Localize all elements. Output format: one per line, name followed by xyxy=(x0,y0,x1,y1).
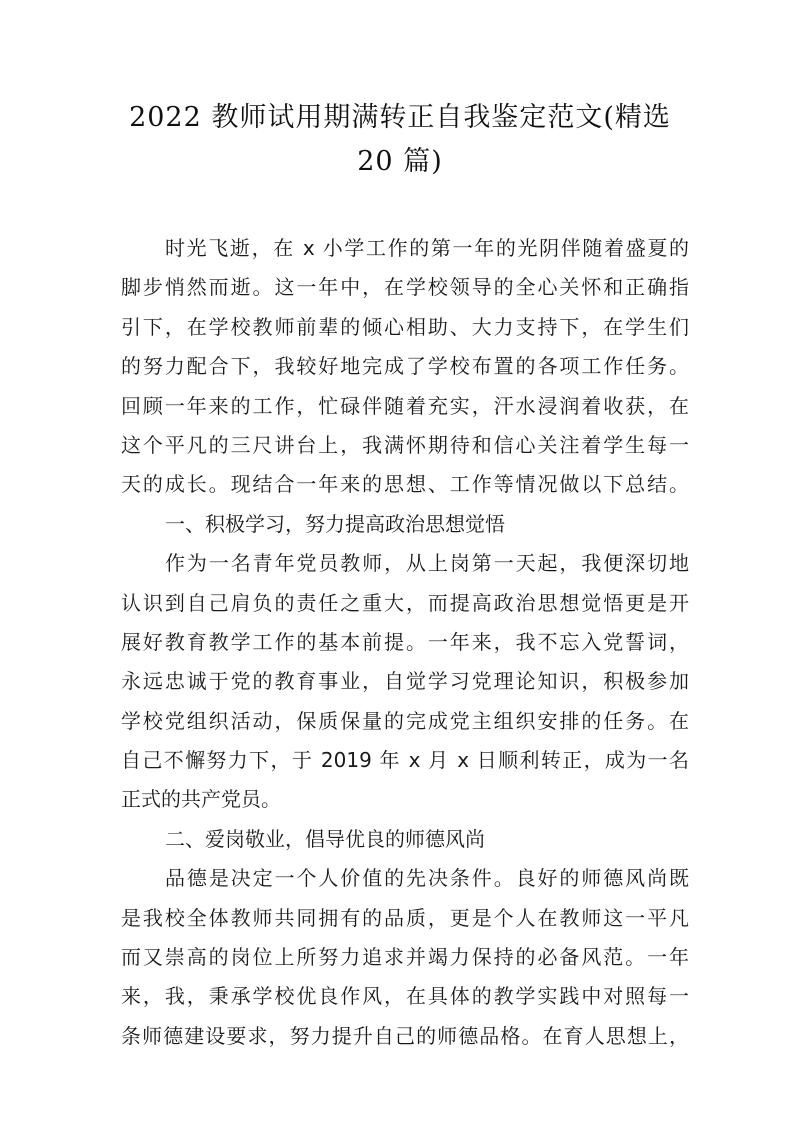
title-line-1: 2022 教师试用期满转正自我鉴定范文(精选 xyxy=(129,102,671,133)
paragraph-line-text: 一、积极学习，努力提高政治思想觉悟 xyxy=(165,511,505,536)
paragraph-line xyxy=(121,1017,689,1056)
paragraph-line xyxy=(121,702,689,741)
paragraph-line-text: 作为一名青年党员教师，从上岗第一天起，我便深切地 xyxy=(165,551,689,576)
paragraph-line-text: 自己不懈努力下，于 2019 年 x 月 x 日顺利转正，成为一名 xyxy=(121,748,689,773)
paragraph-line-text: 而又崇高的岗位上所努力追求并竭力保持的必备风范。一年 xyxy=(121,945,689,970)
paragraph-line-text: 天的成长。现结合一年来的思想、工作等情况做以下总结。 xyxy=(121,472,689,497)
paragraph-line-text: 品德是决定一个人价值的先决条件。良好的师德风尚既 xyxy=(165,866,689,891)
paragraph-line-text: 来，我，秉承学校优良作风，在具体的教学实践中对照每一 xyxy=(121,984,689,1009)
paragraph-line-text: 时光飞逝，在 x 小学工作的第一年的光阴伴随着盛夏的 xyxy=(165,236,689,260)
paragraph-line xyxy=(121,387,689,426)
paragraph-line-text: 的努力配合下，我较好地完成了学校布置的各项工作任务。 xyxy=(121,354,689,379)
paragraph-line xyxy=(121,426,689,465)
paragraph-line xyxy=(121,820,689,859)
document-title xyxy=(100,96,700,184)
paragraph-line xyxy=(121,780,689,819)
paragraph-line-text: 脚步悄然而逝。这一年中，在学校领导的全心关怀和正确指 xyxy=(121,275,689,300)
paragraph-line-text: 永远忠诚于党的教育事业，自觉学习党理论知识，积极参加 xyxy=(121,669,689,694)
paragraph-line-text: 是我校全体教师共同拥有的品质，更是个人在教师这一平凡 xyxy=(121,905,689,930)
paragraph-line xyxy=(121,308,689,347)
paragraph-line xyxy=(121,662,689,701)
paragraph-line xyxy=(121,859,689,898)
paragraph-line xyxy=(121,268,689,307)
paragraph-line xyxy=(121,977,689,1016)
paragraph-line-text: 正式的共产党员。 xyxy=(121,787,281,812)
paragraph-line-text: 二、爱岗敬业，倡导优良的师德风尚 xyxy=(165,826,485,851)
paragraph-line-text: 展好教育教学工作的基本前提。一年来，我不忘入党誓词， xyxy=(121,629,689,654)
paragraph-line-text: 学校党组织活动，保质保量的完成党主组织安排的任务。在 xyxy=(121,708,689,733)
paragraph-line xyxy=(121,229,689,268)
paragraph-line xyxy=(121,505,689,544)
paragraph-line xyxy=(121,623,689,662)
paragraph-line-text: 回顾一年来的工作，忙碌伴随着充实，汗水浸润着收获，在 xyxy=(121,393,689,418)
paragraph-line xyxy=(121,899,689,938)
paragraph-line xyxy=(121,938,689,977)
paragraph-line xyxy=(121,741,689,780)
title-line-2: 20 篇) xyxy=(357,146,443,177)
document-body xyxy=(121,229,689,1056)
paragraph-line-text: 引下，在学校教师前辈的倾心相助、大力支持下，在学生们 xyxy=(121,314,689,339)
paragraph-line xyxy=(121,465,689,504)
paragraph-line-text: 条师德建设要求，努力提升自己的师德品格。在育人思想上， xyxy=(121,1023,689,1048)
paragraph-line xyxy=(121,584,689,623)
paragraph-line xyxy=(121,347,689,386)
paragraph-line-text: 这个平凡的三尺讲台上，我满怀期待和信心关注着学生每一 xyxy=(121,432,689,457)
paragraph-line-text: 认识到自己肩负的责任之重大，而提高政治思想觉悟更是开 xyxy=(121,590,689,615)
paragraph-line xyxy=(121,544,689,583)
